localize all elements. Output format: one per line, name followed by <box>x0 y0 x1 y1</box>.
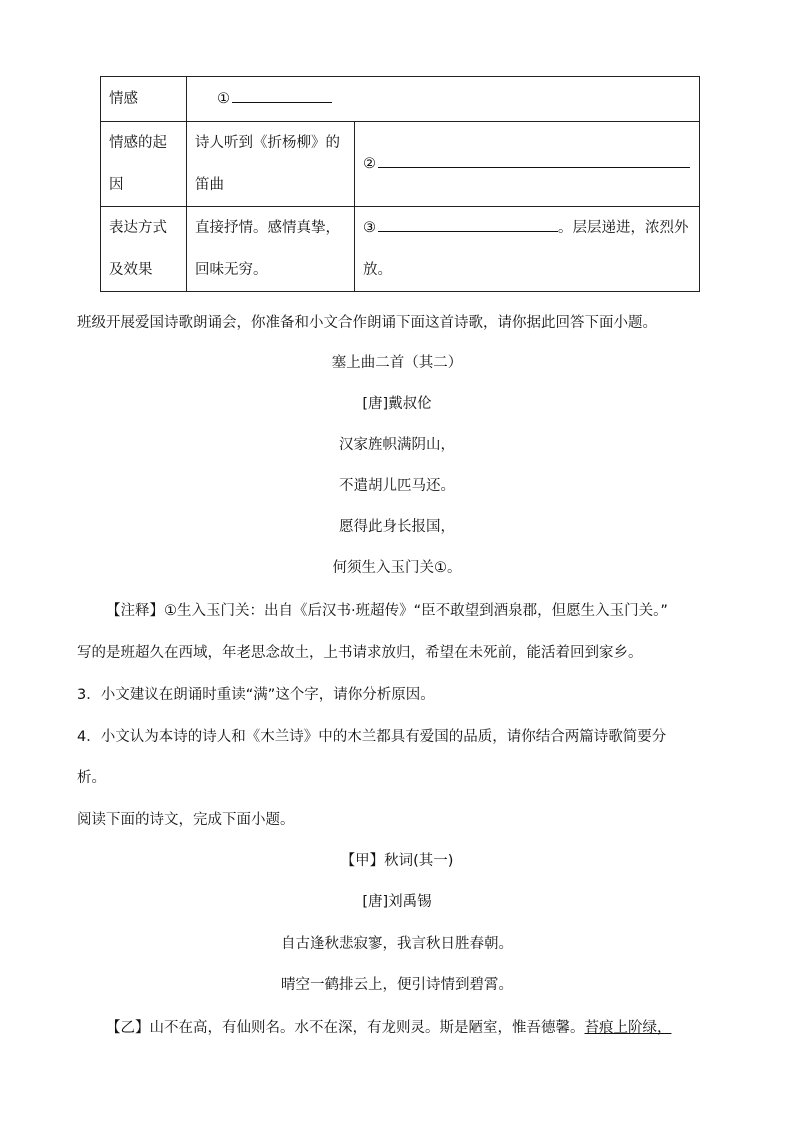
row-label: 情感的起因 <box>101 122 187 207</box>
blank-marker: ③ <box>363 220 376 236</box>
blank-marker: ① <box>217 91 230 107</box>
answer-blank-2[interactable] <box>378 166 690 168</box>
answer-blank-1[interactable] <box>232 101 332 103</box>
table-row <box>101 122 700 207</box>
emotion-analysis-table <box>100 76 700 292</box>
question-4: 4．小文认为本诗的诗人和《木兰诗》中的木兰都具有爱国的品质，请你结合两篇诗歌简要分 <box>77 729 667 745</box>
poem-author: [唐]刘禹锡 <box>362 894 432 910</box>
underlined-phrase: 苔痕上阶绿， <box>584 1020 672 1036</box>
poem-line: 自古逢秋悲寂寥，我言秋日胜春朝。 <box>281 936 513 952</box>
question-4-continued: 析。 <box>77 770 106 786</box>
annotation-text: 【注释】①生入玉门关：出自《后汉书·班超传》“臣不敢望到酒泉郡，但愿生入玉门关。” <box>106 603 668 619</box>
table-row <box>101 207 700 292</box>
answer-blank-cell <box>355 122 700 207</box>
question-3: 3．小文建议在朗诵时重读“满”这个字，请你分析原因。 <box>77 687 435 703</box>
answer-blank-3[interactable] <box>378 230 558 232</box>
blank-marker: ② <box>363 156 376 172</box>
row-label: 情感 <box>101 77 187 122</box>
poem-line: 汉家旌帜满阴山， <box>339 437 455 453</box>
poem-author: [唐]戴叔伦 <box>362 396 432 412</box>
row-content: 直接抒情。感情真挚，回味无穷。 <box>187 207 355 292</box>
poem-line: 晴空一鹤排云上，便引诗情到碧霄。 <box>281 977 513 993</box>
poem-line: 愿得此身长报国， <box>339 519 455 535</box>
prose-excerpt <box>106 1016 672 1037</box>
table-row <box>101 77 700 122</box>
poem-line: 不遣胡儿匹马还。 <box>339 478 455 494</box>
answer-blank-cell <box>355 207 700 292</box>
row-label: 表达方式及效果 <box>101 207 187 292</box>
intro-text: 阅读下面的诗文，完成下面小题。 <box>77 812 295 828</box>
row-content: 诗人听到《折杨柳》的笛曲 <box>187 122 355 207</box>
row-content-suffix: 。层层递进，浓烈外放。 <box>363 220 689 278</box>
prose-text: 【乙】山不在高，有仙则名。水不在深，有龙则灵。斯是陋室，惟吾德馨。 <box>106 1020 585 1036</box>
annotation-text: 写的是班超久在西域，年老思念故土，上书请求放归，希望在未死前，能活着回到家乡。 <box>77 645 643 661</box>
intro-text: 班级开展爱国诗歌朗诵会，你准备和小文合作朗诵下面这首诗歌，请你据此回答下面小题。 <box>77 315 657 331</box>
poem-line: 何须生入玉门关①。 <box>332 560 462 576</box>
answer-blank-cell <box>187 77 700 122</box>
poem-title: 【甲】秋词(其一) <box>340 853 454 869</box>
poem-title: 塞上曲二首（其二） <box>331 355 463 371</box>
